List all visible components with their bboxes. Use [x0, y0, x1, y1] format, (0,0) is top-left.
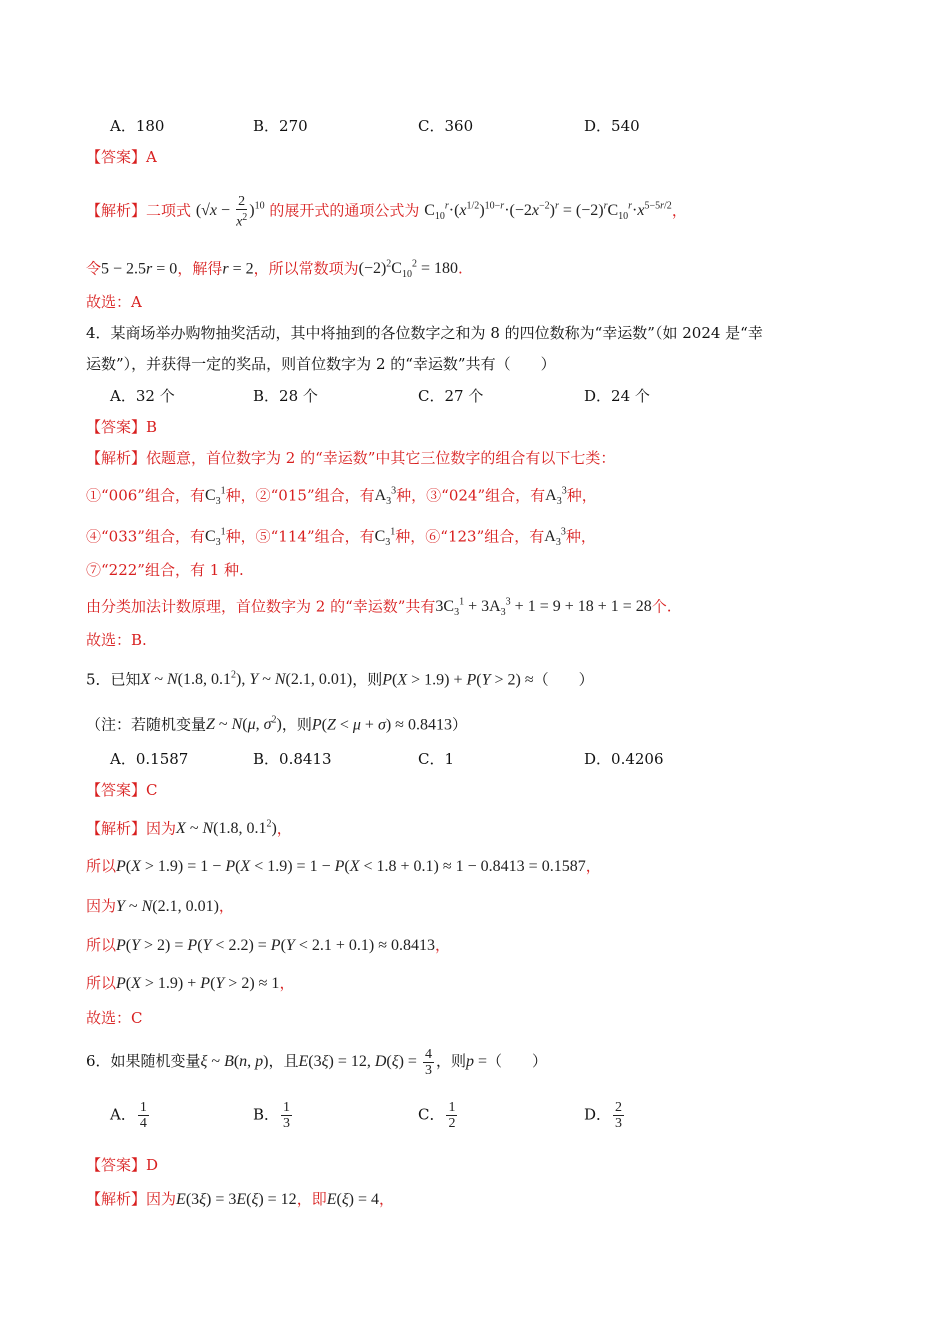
note-text: ，则 [281, 715, 312, 734]
stem-text: 5．已知 [86, 670, 141, 689]
analysis-line: 令5 − 2.5r = 0，解得r = 2，所以常数项为$(-2)^2C_{10}^2 = 180$. [86, 259, 463, 281]
combination: $C_3^1$ [204, 486, 226, 508]
option-d: D．24 个 [584, 387, 650, 405]
equation: ξ ~ B(n, p) [200, 1053, 269, 1070]
equation: 5 − 2.5r = 0 [101, 260, 178, 278]
analysis-line [86, 447, 615, 469]
numerator: 2 [615, 1100, 623, 1115]
answer-line [86, 146, 157, 168]
case-text: 种， [566, 486, 597, 505]
analysis-text: 的展开式的通项公式为 [269, 201, 420, 220]
stem-text: （ ） [487, 1052, 548, 1070]
answer-value: D [146, 1156, 159, 1174]
permutation: $A_3^3$ [544, 527, 566, 549]
analysis-line [86, 481, 597, 514]
analysis-text: 所以 [86, 974, 117, 992]
question-6-stem [86, 1044, 547, 1079]
conclusion: 故选：C [86, 1009, 143, 1027]
stem-text: 6．如果随机变量 [86, 1052, 201, 1070]
equation: Z ~ N(μ, $\sigma^2$) [206, 715, 282, 734]
option-label: A． [110, 1105, 136, 1124]
numerator: 1 [448, 1100, 456, 1115]
option-label: C． [418, 1105, 445, 1124]
fraction [138, 1100, 149, 1131]
denominator: 2 [448, 1116, 456, 1131]
conclusion: 故选：A [86, 293, 142, 311]
option-b: B．270 [253, 117, 308, 135]
stem-text: 运数”），并获得一定的奖品，则首位数字为 2 的“幸运数”共有（ ） [86, 355, 556, 373]
option-a: A．0.1587 [110, 750, 189, 768]
case-text: 种，②“015”组合，有 [225, 486, 375, 505]
answer-value: B [146, 418, 158, 436]
numerator: 1 [283, 1100, 291, 1115]
case-text: 种，⑥“123”组合，有 [395, 527, 545, 546]
answer-line [86, 779, 158, 801]
answer-value: A [146, 148, 157, 166]
stem-text: ，则 [435, 1052, 466, 1070]
conclusion: 故选：B. [86, 631, 147, 649]
analysis-text: 令 [86, 259, 102, 278]
analysis-line [86, 592, 672, 625]
equation: $3C_3^1 + 3A_3^3 + 1 = 9 + 18 + 1 = 28$ [435, 597, 652, 619]
analysis-text: 个. [651, 597, 672, 616]
analysis-line: 所以P(X > 1.9) = 1 − P(X < 1.9) = 1 − P(X < 1.8 + 0.1) ≈ 1 − 0.8413 = 0.1587， [86, 857, 601, 875]
analysis-line: 【解析】因为X ~ N(1.8, $0.1^2$)， [86, 819, 292, 838]
answer-tag: 【答案】 [86, 418, 147, 436]
answer-value: C [146, 781, 158, 799]
fraction [281, 1100, 292, 1131]
analysis-text: 由分类加法计数原理，首位数字为 2 的“幸运数”共有 [86, 597, 436, 616]
equation: P(Z < μ + σ) ≈ 0.8413 [311, 716, 452, 734]
option-a: A．32 个 [110, 387, 175, 405]
stem-text: 4．某商场举办购物抽奖活动，其中将抽到的各位数字之和为 8 的四位数称为“幸运数”（如 2024 是“幸 [86, 324, 763, 342]
option-c: C．1 [418, 750, 455, 768]
option-label: B． [253, 1105, 280, 1124]
stem-text: ，则 [352, 670, 383, 689]
analysis-text: ，解得 [177, 259, 223, 278]
equation: E(3ξ) = 12, D(ξ) = $\frac{4}{3}$ [298, 1046, 432, 1078]
note-text: （注：若随机变量 [86, 715, 207, 734]
permutation: $A_3^3$ [545, 486, 567, 508]
equation: P(X > 1.9) + P(Y > 2) ≈ 1 [116, 975, 280, 992]
equation: P(X > 1.9) = 1 − P(X < 1.9) = 1 − P(X < 1.8 + 0.1) ≈ 1 − 0.8413 = 0.1587 [116, 858, 586, 875]
denominator: 4 [139, 1116, 147, 1131]
analysis-text: 依题意，首位数字为 2 的“幸运数”中其它三位数字的组合有以下七类： [146, 449, 616, 467]
case-text: 种，⑤“114”组合，有 [225, 527, 375, 546]
equation: r = 2 [222, 260, 254, 278]
equation: E(ξ) = 4 [326, 1191, 380, 1208]
option-d: D．0.4206 [584, 750, 664, 768]
analysis-line: 【解析】二项式 (√x − $\frac{2}{x^2}$ )$^{10}$ 的展开式的通项公式为 $C_{10}^r\cdot(x^{1/2})^{10-r}\cdot(-2x^{-2})^r = (-2)^rC_{10}^r\cdot x^{5-5r/2}$， [86, 193, 687, 230]
analysis-text: 所以 [86, 857, 117, 875]
note-text: ） [451, 715, 467, 734]
option-a: A．180 [110, 117, 165, 135]
option-c: C．360 [418, 117, 474, 135]
equation: $(-2)^2C_{10}^2 = 180$ [358, 259, 458, 281]
option-d: D．540 [584, 117, 640, 135]
analysis-line: 【解析】因为E(3ξ) = 3E(ξ) = 12，即E(ξ) = 4， [86, 1190, 395, 1208]
option-c: C．27 个 [418, 387, 484, 405]
combination: $C_3^1$ [374, 527, 396, 549]
question-5-note [86, 710, 467, 736]
equation: Y ~ N(2.1, 0.01) [116, 898, 219, 915]
equation: X ~ N(1.8, $0.1^2$), Y ~ N(2.1, 0.01) [140, 670, 353, 689]
analysis-text: ，即 [296, 1190, 327, 1208]
analysis-text: 因为 [146, 1190, 177, 1208]
denominator: 3 [615, 1116, 623, 1131]
fraction [613, 1100, 624, 1131]
numerator: 1 [139, 1100, 147, 1115]
equation: p = [465, 1053, 487, 1070]
option-b [253, 1100, 294, 1131]
analysis-tag: 【解析】 [86, 201, 147, 220]
analysis-line: ⑦“222”组合，有 1 种. [86, 561, 244, 579]
analysis-line [86, 522, 596, 555]
answer-tag: 【答案】 [86, 781, 147, 799]
question-4-stem [86, 318, 861, 380]
answer-tag: 【答案】 [86, 148, 147, 166]
option-a [110, 1100, 151, 1131]
analysis-text: 所以 [86, 936, 117, 954]
combination: $C_3^1$ [204, 527, 226, 549]
answer-line [86, 416, 157, 438]
equation: X ~ N(1.8, $0.1^2$) [176, 819, 277, 838]
case-text: 种， [565, 527, 596, 546]
option-b: B．28 个 [253, 387, 318, 405]
answer-line [86, 1154, 158, 1176]
general-term-formula: $C_{10}^r\cdot(x^{1/2})^{10-r}\cdot(-2x^{-2})^r = (-2)^rC_{10}^r\cdot x^{5-5r/2}$ [424, 201, 672, 223]
permutation: $A_3^3$ [374, 486, 397, 508]
binomial-formula: (√x − $\frac{2}{x^2}$ )$^{10}$ [195, 193, 265, 230]
option-c [418, 1100, 459, 1131]
stem-text: ，且 [268, 1052, 299, 1070]
fraction [446, 1100, 457, 1131]
stem-text: （ ） [533, 670, 594, 689]
analysis-text: 二项式 [146, 201, 192, 220]
option-b: B．0.8413 [253, 750, 332, 768]
case-text: 种，③“024”组合，有 [396, 486, 546, 505]
denominator: 3 [283, 1116, 291, 1131]
analysis-line: 所以P(X > 1.9) + P(Y > 2) ≈ 1， [86, 974, 295, 992]
analysis-text: 因为 [146, 819, 177, 838]
equation: P(Y > 2) = P(Y < 2.2) = P(Y < 2.1 + 0.1) ≈ 0.8413 [116, 937, 435, 954]
analysis-tag: 【解析】 [86, 449, 147, 467]
answer-tag: 【答案】 [86, 1156, 147, 1174]
case-text: ④“033”组合，有 [86, 527, 205, 546]
analysis-line: 因为Y ~ N(2.1, 0.01)， [86, 897, 234, 915]
analysis-tag: 【解析】 [86, 819, 147, 838]
option-label: D． [584, 1105, 612, 1124]
equation: P(X > 1.9) + P(Y > 2) ≈ [382, 671, 534, 689]
analysis-text: ，所以常数项为 [253, 259, 359, 278]
question-5-stem [86, 665, 594, 691]
analysis-line: 所以P(Y > 2) = P(Y < 2.2) = P(Y < 2.1 + 0.1) ≈ 0.8413， [86, 936, 450, 954]
equation: E(3ξ) = 3E(ξ) = 12 [176, 1191, 297, 1208]
analysis-tag: 【解析】 [86, 1190, 147, 1208]
case-text: ①“006”组合，有 [86, 486, 205, 505]
option-d [584, 1100, 626, 1131]
analysis-text: 因为 [86, 897, 117, 915]
